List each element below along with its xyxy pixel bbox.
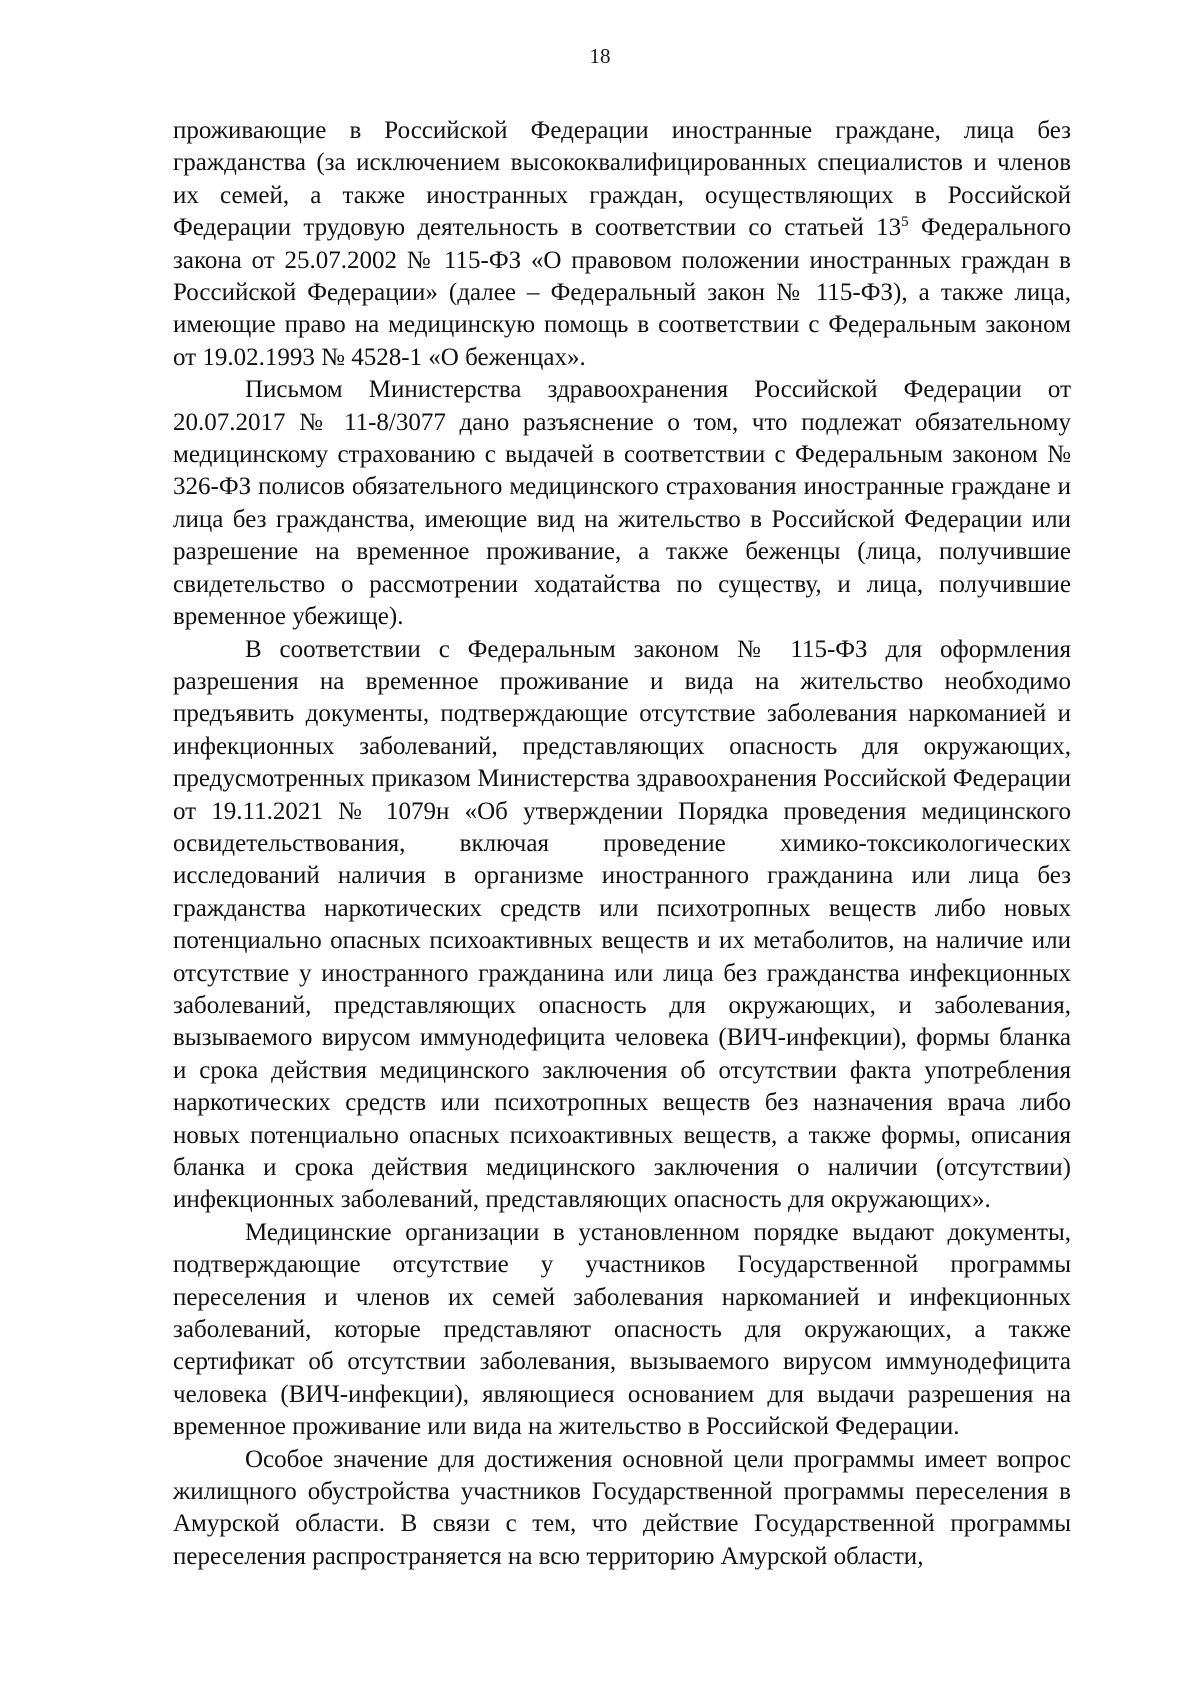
document-body [173, 115, 1071, 1573]
article-superscript: 5 [901, 214, 909, 231]
paragraph-1-text-a: проживающие в Российской Федерации иностранные граждане, лица без гражданства (за исключением высококвалифицированных специалистов и членов их семей, а также иностранных граждан, осуществляющих в Российской Федерации трудовую деятельность в соответствии со статьей 13 [173, 117, 1071, 242]
paragraph-5: Особое значение для достижения основной цели программы имеет вопрос жилищного обустройства участников Государственной программы переселения в Амурской области. В связи с тем, что действие Государственной программы переселения распространяется на всю территорию Амурской области, [173, 1445, 1071, 1570]
paragraph-1-text-b: Федерального закона от 25.07.2002 № 115-ФЗ «О правовом положении иностранных граждан в Российской Федерации» (далее – Федеральный закон № 115-ФЗ), а также лица, имеющие право на медицинскую помощь в соответствии с Федеральным законом от 19.02.1993 № 4528-1 «О беженцах». [173, 214, 1071, 371]
paragraph-3: В соответствии с Федеральным законом № 115-ФЗ для оформления разрешения на временное проживание и вида на жительство необходимо предъявить документы, подтверждающие отсутствие заболевания наркоманией и инфекционных заболеваний, представляющих опасность для окружающих, предусмотренных приказом Министерства здравоохранения Российской Федерации от 19.11.2021 № 1079н «Об утверждении Порядка проведения медицинского освидетельствования, включая проведение химико-токсикологических исследований наличия в организме иностранного гражданина или лица без гражданства наркотических средств или психотропных веществ либо новых потенциально опасных психоактивных веществ и их метаболитов, на наличие или отсутствие у иностранного гражданина или лица без гражданства инфекционных заболеваний, представляющих опасность для окружающих, и заболевания, вызываемого вирусом иммунодефицита человека (ВИЧ-инфекции), формы бланка и срока действия медицинского заключения об отсутствии факта употребления наркотических средств или психотропных веществ без назначения врача либо новых потенциально опасных психоактивных веществ, а также формы, описания бланка и срока действия медицинского заключения о наличии (отсутствии) инфекционных заболеваний, представляющих опасность для окружающих». [173, 635, 1071, 1214]
paragraph-1 [173, 115, 1071, 374]
paragraph-2: Письмом Министерства здравоохранения Российской Федерации от 20.07.2017 № 11-8/3077 дано разъяснение о том, что подлежат обязательному медицинскому страхованию с выдачей в соответствии с Федеральным законом № 326-ФЗ полисов обязательного медицинского страхования иностранные граждане и лица без гражданства, имеющие вид на жительство в Российской Федерации или разрешение на временное проживание, а также беженцы (лица, получившие свидетельство о рассмотрении ходатайства по существу, и лица, получившие временное убежище). [173, 376, 1071, 631]
page-number: 18 [589, 44, 611, 68]
paragraph-4: Медицинские организации в установленном порядке выдают документы, подтверждающие отсутствие у участников Государственной программы переселения и членов их семей заболевания наркоманией и инфекционных заболеваний, которые представляют опасность для окружающих, а также сертификат об отсутствии заболевания, вызываемого вирусом иммунодефицита человека (ВИЧ-инфекции), являющиеся основанием для выдачи разрешения на временное проживание или вида на жительство в Российской Федерации. [173, 1218, 1071, 1441]
